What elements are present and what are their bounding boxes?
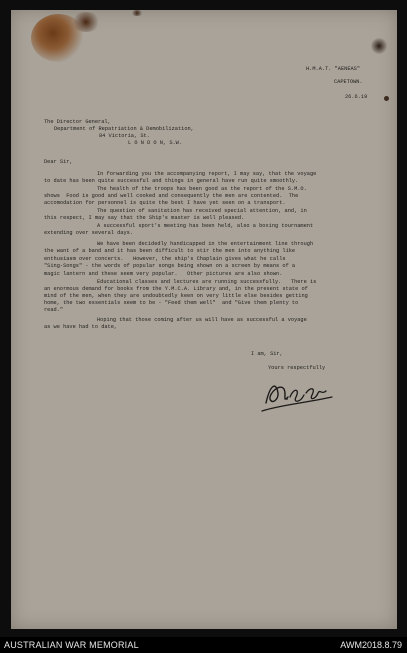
body-line: magic lantern and these seem very popular. Other pictures are also shown.	[44, 271, 283, 277]
body-line: this respect, I may say that the Ship's master is well pleased.	[44, 215, 245, 221]
salutation: Dear Sir,	[44, 159, 73, 165]
archive-footer	[0, 637, 407, 653]
body-line: Educational classes and lectures are running successfully. There is	[97, 279, 317, 285]
body-line: A successful sport's meeting has been held, also a boxing tournament	[97, 223, 314, 229]
address-line: The Director General,	[44, 119, 111, 125]
closing: I am, Sir,	[251, 351, 283, 357]
location: CAPETOWN.	[334, 79, 363, 85]
body-line: accomodation for personnel is quite the best I have yet seen on a transport.	[44, 200, 286, 206]
body-line: We have been decidedly handicapped in the entertainment line through	[97, 241, 314, 247]
body-line: The health of the troops has been good as the report of the S.M.O.	[97, 186, 307, 192]
body-line: Hoping that those coming after us will have as successful a voyage	[97, 317, 307, 323]
body-line: shows Food is good and well cooked and consequently the men are contented. The	[44, 193, 299, 199]
handwritten-signature	[260, 375, 340, 415]
address-line: Department of Repatriation & Demobilization,	[54, 126, 194, 132]
body-line: mind of the men, when they are undoubtedly keen on very little else besides getting	[44, 293, 308, 299]
letter-text	[11, 10, 397, 629]
body-line: enthusiasm over concerts. However, the ship's Chaplain gives what he calls	[44, 256, 286, 262]
address-line: L O N D O N, S.W.	[128, 140, 183, 146]
body-line: The question of sanitation has received special attention, and, in	[97, 208, 307, 214]
ship-name: H.M.A.T. "AENEAS"	[306, 66, 361, 72]
body-line: "Sing-Songs" - the words of popular songs being shown on a screen by means of a	[44, 263, 296, 269]
valediction: Yours respectfully	[268, 365, 326, 371]
body-line: home, the two essentials seem to be - "Feed them well" and "Give them plenty to	[44, 300, 299, 306]
institution-name: AUSTRALIAN WAR MEMORIAL	[4, 640, 139, 650]
body-line: an enormous demand for books from the Y.M.C.A. Library and, in the present state of	[44, 286, 308, 292]
body-line: read."	[44, 307, 64, 313]
letter-page	[11, 10, 397, 629]
body-line: as we have had to date,	[44, 324, 118, 330]
body-line: to date has been quite successful and things in general have run quite smoothly.	[44, 178, 299, 184]
letter-date: 26.6.19	[345, 94, 368, 100]
body-line: extending over several days.	[44, 230, 134, 236]
accession-number: AWM2018.8.79	[340, 640, 402, 650]
body-line: the want of a band and it has been difficult to stir the men into anything like	[44, 248, 296, 254]
address-line: 84 Victoria, St.	[99, 133, 150, 139]
body-line: In forwarding you the accompanying report, I may say, that the voyage	[97, 171, 317, 177]
